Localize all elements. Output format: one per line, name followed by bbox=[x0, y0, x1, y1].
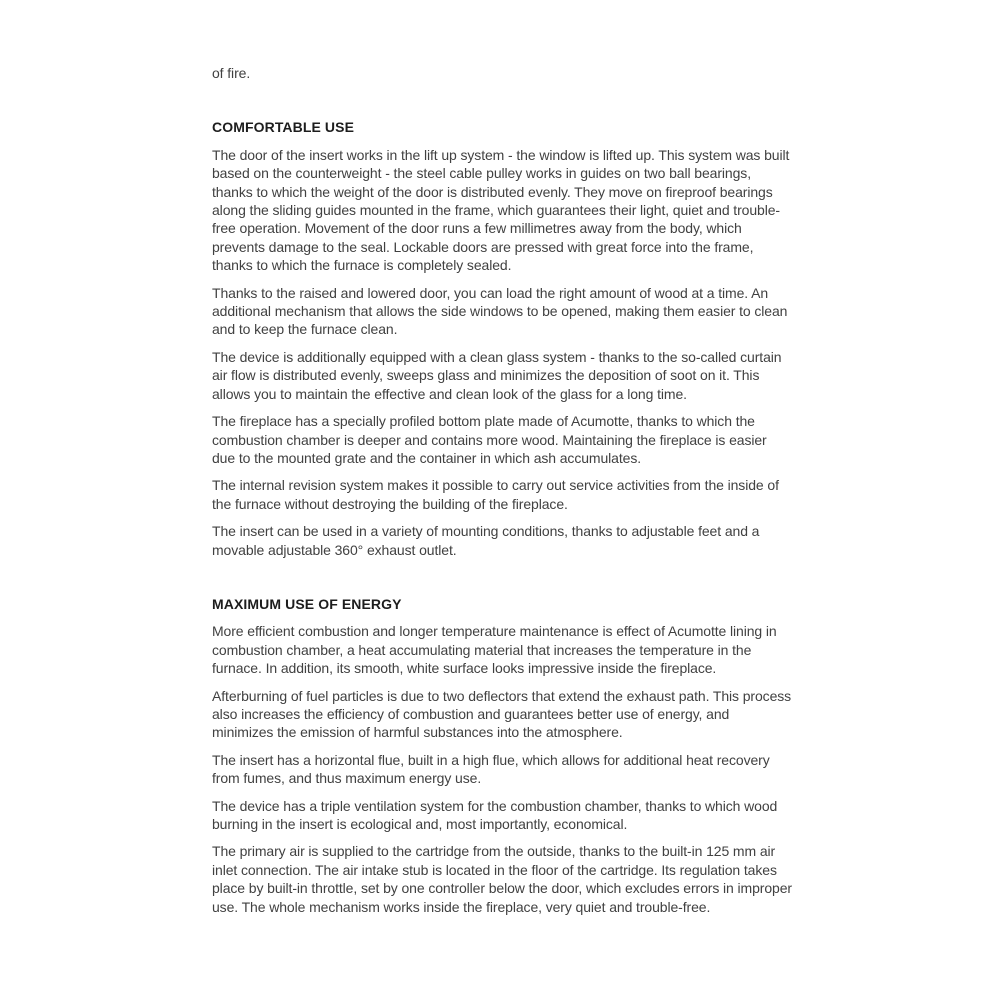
paragraph-door-lift-system: The door of the insert works in the lift up system - the window is lifted up. This system was built based on the counterweight - the steel cable pulley works in guides on two ball bearings, thanks to which the weight of the door is distributed evenly. They move on fireproof bearings along the sliding guides mounted in the frame, which guarantees their light, quiet and trouble-free operation. Movement of the door runs a few millimetres away from the body, which prevents damage to the seal. Lockable doors are pressed with great force into the frame, thanks to which the furnace is completely sealed. bbox=[212, 146, 790, 274]
paragraph-clean-glass-system: The device is additionally equipped with a clean glass system - thanks to the so-called curtain air flow is distributed evenly, sweeps glass and minimizes the deposition of soot on it. This allows you to maintain the effective and clean look of the glass for a long time. bbox=[212, 348, 782, 402]
paragraph-mounting-conditions: The insert can be used in a variety of mounting conditions, thanks to adjustable feet and a movable adjustable 360° exhaust outlet. bbox=[212, 523, 760, 558]
paragraph-internal-revision-system: The internal revision system makes it possible to carry out service activities from the inside of the furnace without destroying the building of the fireplace. bbox=[212, 477, 779, 512]
document-page bbox=[212, 0, 792, 916]
section-heading-comfortable-use: COMFORTABLE USE bbox=[212, 119, 355, 136]
paragraph-efficient-combustion: More efficient combustion and longer temperature maintenance is effect of Acumotte lining in combustion chamber, a heat accumulating material that increases the temperature in the furnace. In addition, its smooth, white surface looks impressive inside the fireplace. bbox=[212, 623, 777, 677]
paragraph-triple-ventilation: The device has a triple ventilation system for the combustion chamber, thanks to which wood burning in the insert is ecological and, most importantly, economical. bbox=[212, 797, 778, 832]
section-heading-maximum-use-of-energy: MAXIMUM USE OF ENERGY bbox=[212, 595, 402, 612]
paragraph-afterburning-deflectors: Afterburning of fuel particles is due to two deflectors that extend the exhaust path. This process also increases the efficiency of combustion and guarantees better use of energy, and minimizes the emission of harmful substances into the atmosphere. bbox=[212, 687, 792, 741]
paragraph-horizontal-flue: The insert has a horizontal flue, built in a high flue, which allows for additional heat recovery from fumes, and thus maximum energy use. bbox=[212, 751, 770, 787]
paragraph-primary-air-supply: The primary air is supplied to the cartridge from the outside, thanks to the built-in 125 mm air inlet connection. The air intake stub is located in the floor of the cartridge. Its regulation takes place by built-in throttle, set by one controller below the door, which excludes errors in improper use. The whole mechanism works inside the fireplace, very quiet and trouble-free. bbox=[212, 843, 792, 915]
paragraph-bottom-plate-acumotte: The fireplace has a specially profiled bottom plate made of Acumotte, thanks to which the combustion chamber is deeper and contains more wood. Maintaining the fireplace is easier due to the mounted grate and the container in which ash accumulates. bbox=[212, 413, 767, 466]
paragraph-fragment-of-fire: of fire. bbox=[212, 65, 251, 81]
paragraph-raised-lowered-door: Thanks to the raised and lowered door, you can load the right amount of wood at a time. An additional mechanism that allows the side windows to be opened, making them easier to clean and to keep the furnace clean. bbox=[212, 284, 788, 338]
